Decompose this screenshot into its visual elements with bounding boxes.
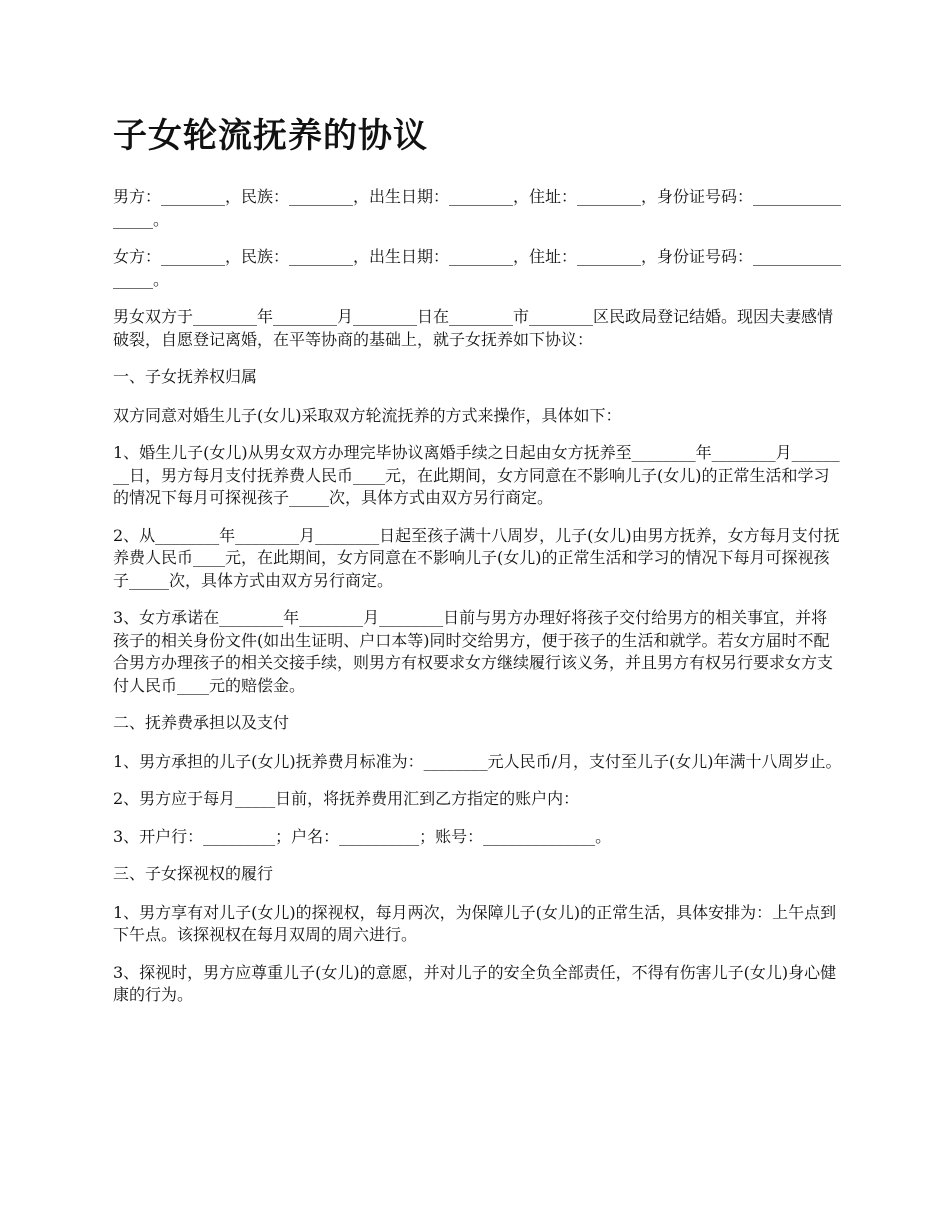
document-title: 子女轮流抚养的协议 [113, 116, 428, 156]
section-heading-visitation: 三、子女探视权的履行 [113, 864, 274, 883]
document-page [113, 112, 843, 1022]
section-heading-custody: 一、子女抚养权归属 [113, 367, 258, 386]
visitation-clause-3: 3、探视时，男方应尊重儿子(女儿)的意愿，并对儿子的安全负全部责任，不得有伤害儿子(女儿)身心健康的行为。 [113, 962, 837, 1004]
support-clause-2: 2、男方应于每月_____日前，将抚养费用汇到乙方指定的账户内： [113, 789, 580, 808]
section-heading-support: 二、抚养费承担以及支付 [113, 713, 290, 732]
party-female-info: 女方：________，民族：________，出生日期：________，住址：________，身份证号码：________________。 [113, 247, 842, 289]
custody-intro: 双方同意对婚生儿子(女儿)采取双方轮流抚养的方式来操作，具体如下： [113, 405, 622, 425]
custody-clause-2: 2、从________年________月________日起至孩子满十八周岁，儿子(女儿)由男方抚养，女方每月支付抚养费人民币____元，在此期间，女方同意在不影响儿子(女儿)的正常生活和学习的情况下每月可探视孩子_____次，具体方式由双方另行商定。 [113, 525, 840, 590]
custody-clause-1: 1、婚生儿子(女儿)从男女双方办理完毕协议离婚手续之日起由女方抚养至________年________月________日，男方每月支付抚养费人民币____元，在此期间，女方同意在不影响儿子(女儿)的正常生活和学习的情况下每月可探视孩子_____次，具体方式由双方另行商定。 [113, 443, 840, 507]
party-male-info: 男方：________，民族：________，出生日期：________，住址：________，身份证号码：________________。 [113, 187, 842, 229]
support-clause-1: 1、男方承担的儿子(女儿)抚养费月标准为：________元人民币/月，支付至儿子(女儿)年满十八周岁止。 [113, 751, 842, 771]
visitation-clause-1: 1、男方享有对儿子(女儿)的探视权，每月两次，为保障儿子(女儿)的正常生活，具体安排为：上午点到下午点。该探视权在每月双周的周六进行。 [113, 902, 837, 944]
support-clause-3: 3、开户行：_________；户名：__________；账号：______________。 [113, 826, 612, 846]
marriage-statement: 男女双方于________年________月________日在________市________区民政局登记结婚。现因夫妻感情破裂，自愿登记离婚，在平等协商的基础上，就子女抚养如下协议： [113, 307, 834, 349]
custody-clause-3: 3、女方承诺在________年________月________日前与男方办理好将孩子交付给男方的相关事宜，并将孩子的相关身份文件(如出生证明、户口本等)同时交给男方，便于孩子的生活和就学。若女方届时不配合男方办理孩子的相关交接手续，则男方有权要求女方继续履行该义务，并且男方有权另行要求女方支付人民币____元的赔偿金。 [113, 608, 834, 695]
